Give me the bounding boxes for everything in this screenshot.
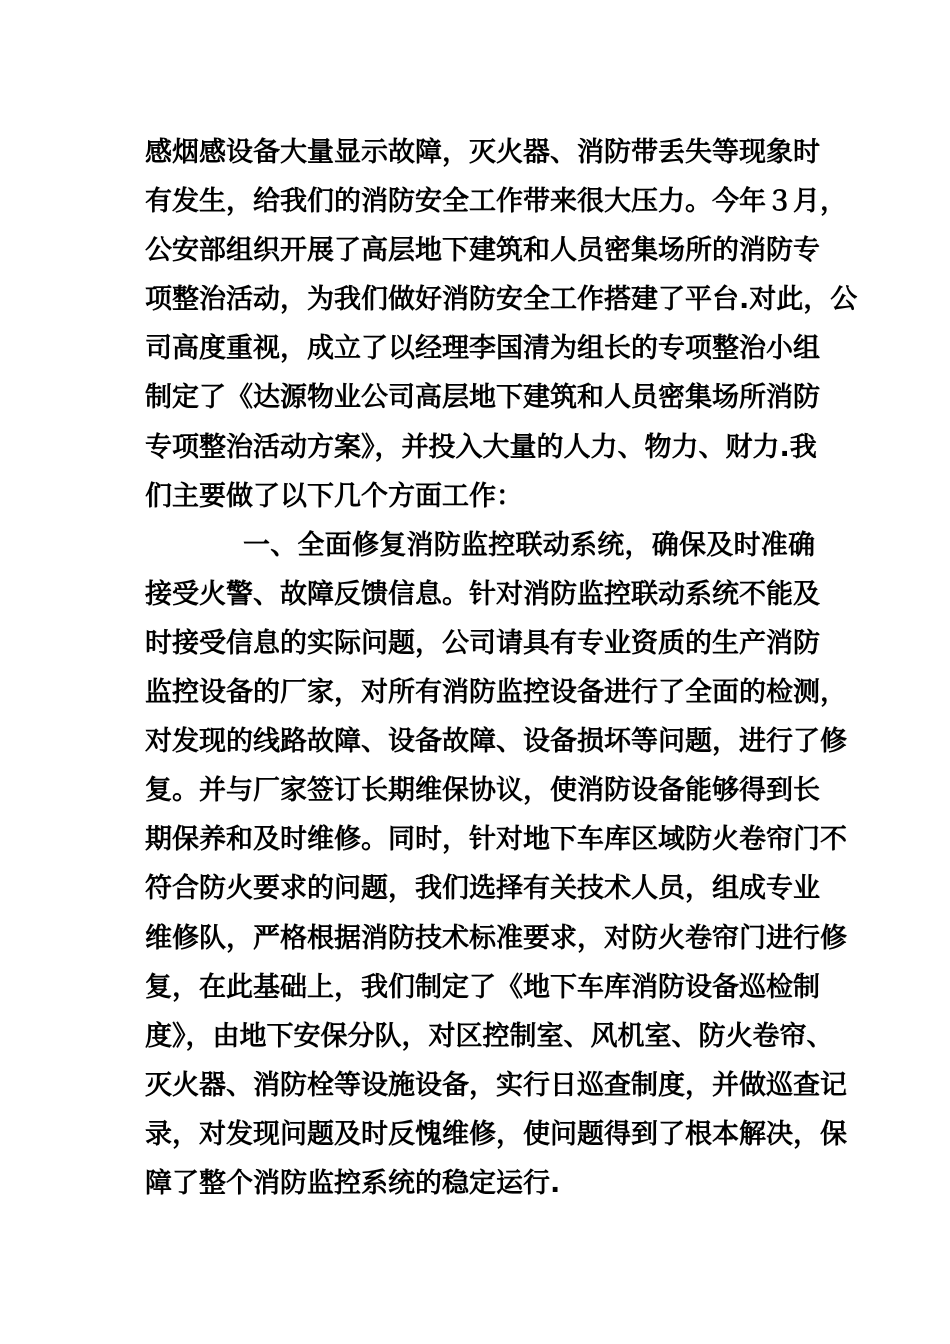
text-line: 监控设备的厂家，对所有消防监控设备进行了全面的检测，: [145, 677, 847, 709]
text-line: 接受火警、故障反馈信息。针对消防监控联动系统不能及: [145, 578, 820, 610]
text-line: 项整治活动，为我们做好消防安全工作搭建了平台.对此，公: [145, 284, 858, 316]
body-text: [145, 128, 858, 1208]
text-line: 感烟感设备大量显示故障，灭火器、消防带丢失等现象时: [145, 137, 820, 168]
text-line: 灭火器、消防栓等设施设备，实行日巡查制度，并做巡查记: [145, 1069, 847, 1101]
text-line: 司高度重视，成立了以经理李国清为组长的专项整治小组: [145, 333, 820, 365]
text-line: 符合防火要求的问题，我们选择有关技术人员，组成专业: [145, 873, 820, 905]
text-line: 公安部组织开展了高层地下建筑和人员密集场所的消防专: [145, 235, 820, 267]
text-line: 复。并与厂家签订长期维保协议，使消防设备能够得到长: [145, 775, 820, 807]
section-heading-line: 一、全面修复消防监控联动系统，确保及时准确: [243, 529, 815, 561]
text-line: 有发生，给我们的消防安全工作带来很大压力。今年３月，: [145, 186, 847, 218]
text-line: 障了整个消防监控系统的稳定运行.: [145, 1167, 561, 1199]
text-line: 复，在此基础上，我们制定了《地下车库消防设备巡检制: [145, 971, 820, 1003]
text-line: 们主要做了以下几个方面工作：: [145, 480, 523, 512]
text-line: 专项整治活动方案》，并投入大量的人力、物力、财力.我: [145, 431, 817, 463]
text-line: 录，对发现问题及时反愧维修，使问题得到了根本解决，保: [145, 1118, 847, 1150]
text-line: 对发现的线路故障、设备故障、设备损坏等问题，进行了修: [145, 726, 847, 758]
text-line: 制定了《达源物业公司高层地下建筑和人员密集场所消防: [145, 382, 820, 414]
text-line: 维修队，严格根据消防技术标准要求，对防火卷帘门进行修: [145, 922, 847, 954]
text-line: 时接受信息的实际问题，公司请具有专业资质的生产消防: [145, 627, 820, 659]
text-line: 期保养和及时维修。同时，针对地下车库区域防火卷帘门不: [145, 824, 847, 856]
text-line: 度》，由地下安保分队，对区控制室、风机室、防火卷帘、: [145, 1020, 834, 1052]
